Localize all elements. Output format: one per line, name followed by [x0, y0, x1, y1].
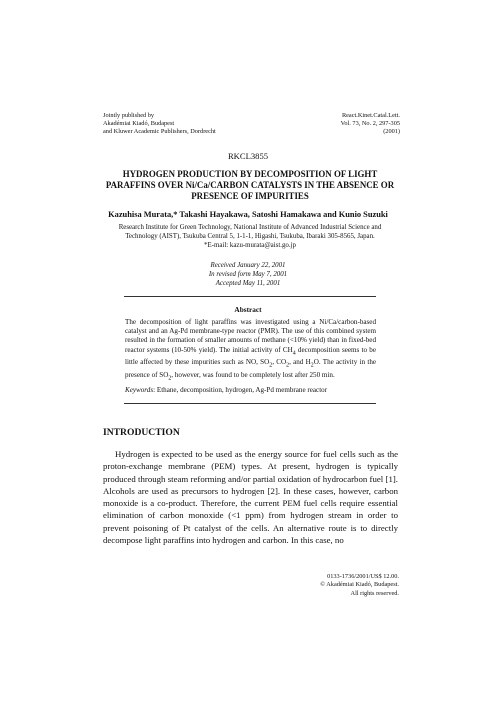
keywords-text: : Ethane, decomposition, hydrogen, Ag-Pd membrane reactor: [153, 386, 328, 394]
abstract-top-rule: [124, 296, 376, 297]
author-list: Kazuhisa Murata,* Takashi Hayakawa, Satoshi Hamakawa and Kunio Suzuki: [108, 210, 388, 219]
keywords: [125, 386, 376, 394]
journal-year: (2001): [383, 128, 400, 136]
journal-volume: Vol. 73, No. 2, 297-305: [340, 120, 400, 128]
journal-citation: [341, 112, 400, 137]
accepted-date: Accepted May 11, 2001: [215, 280, 281, 287]
abstract-bottom-rule: [124, 403, 376, 404]
article-title: HYDROGEN PRODUCTION BY DECOMPOSITION OF LIGHT PARAFFINS OVER Ni/Ca/CARBON CATALYSTS IN THE ABSENCE OR PRESENCE OF IMPURITIES: [105, 169, 395, 201]
rights-line: All rights reserved.: [350, 589, 399, 597]
publisher-line: and Kluwer Academic Publishers, Dordrecht: [103, 128, 216, 136]
revised-date: In revised form May 7, 2001: [208, 271, 288, 278]
affiliation-line: Research Institute for Green Technology, National Institute of Advanced Industrial Science and: [118, 224, 382, 231]
abstract-heading: Abstract: [234, 305, 262, 314]
article-code: RKCL3855: [227, 151, 269, 161]
affiliation: [98, 223, 402, 250]
publisher-line: Jointly published by: [103, 112, 155, 119]
abstract-text: The decomposition of light paraffins was investigated using a Ni/Ca/carbon-based catalyst and an Ag-Pd membrane-type reactor (PMR). The use of this combined system resulted in the formation of smaller amounts of methane (<10% yield) than in fixed-bed reactor systems (10-50% yield). The initial activity of $CH_4$ decomposition seems to be little affected by these impurities such as NO, $SO_2$, $CO_2$, and $H_2O$. The activity in the presence of $SO_2$, however, was found to be completely lost after 250 min.: [125, 318, 377, 382]
publisher-line: Akadémiai Kiadó, Budapest: [103, 120, 175, 128]
copyright-notice: [320, 573, 399, 598]
affiliation-line: Technology (AIST), Tsukuba Central 5, 1-1-1, Higashi, Tsukuba, Ibaraki 305-8565, Japan.: [125, 233, 375, 241]
journal-name: React.Kinet.Catal.Lett.: [341, 112, 400, 119]
section-heading-introduction: INTRODUCTION: [103, 427, 180, 438]
introduction-paragraph: Hydrogen is expected to be used as the energy source for fuel cells such as the proton-exchange membrane (PEM) types. At present, hydrogen is typically produced through steam reforming and/or partial oxidation of hydrocarbon fuel [1]. Alcohols are used as precursors to hydrogen [2]. In these cases, however, carbon monoxide is a co-product. Therefore, the current PEM fuel cells require essential elimination of carbon monoxide (<1 ppm) from hydrogen stream in order to prevent poisoning of Pt catalyst of the cells. An alternative route is to directly decompose light paraffins into hydrogen and carbon. In this case, no: [103, 449, 398, 546]
author-email: *E-mail: kazu-murata@aist.go.jp: [204, 242, 296, 250]
article-dates: [0, 261, 496, 288]
received-date: Received January 22, 2001: [210, 262, 286, 269]
copyright-line: © Akadémiai Kiadó, Budapest.: [320, 581, 399, 589]
publisher-info: [103, 112, 216, 137]
keywords-label: Keywords: [125, 386, 154, 394]
issn-price: 0133-1736/2001/US$ 12.00.: [327, 573, 399, 580]
